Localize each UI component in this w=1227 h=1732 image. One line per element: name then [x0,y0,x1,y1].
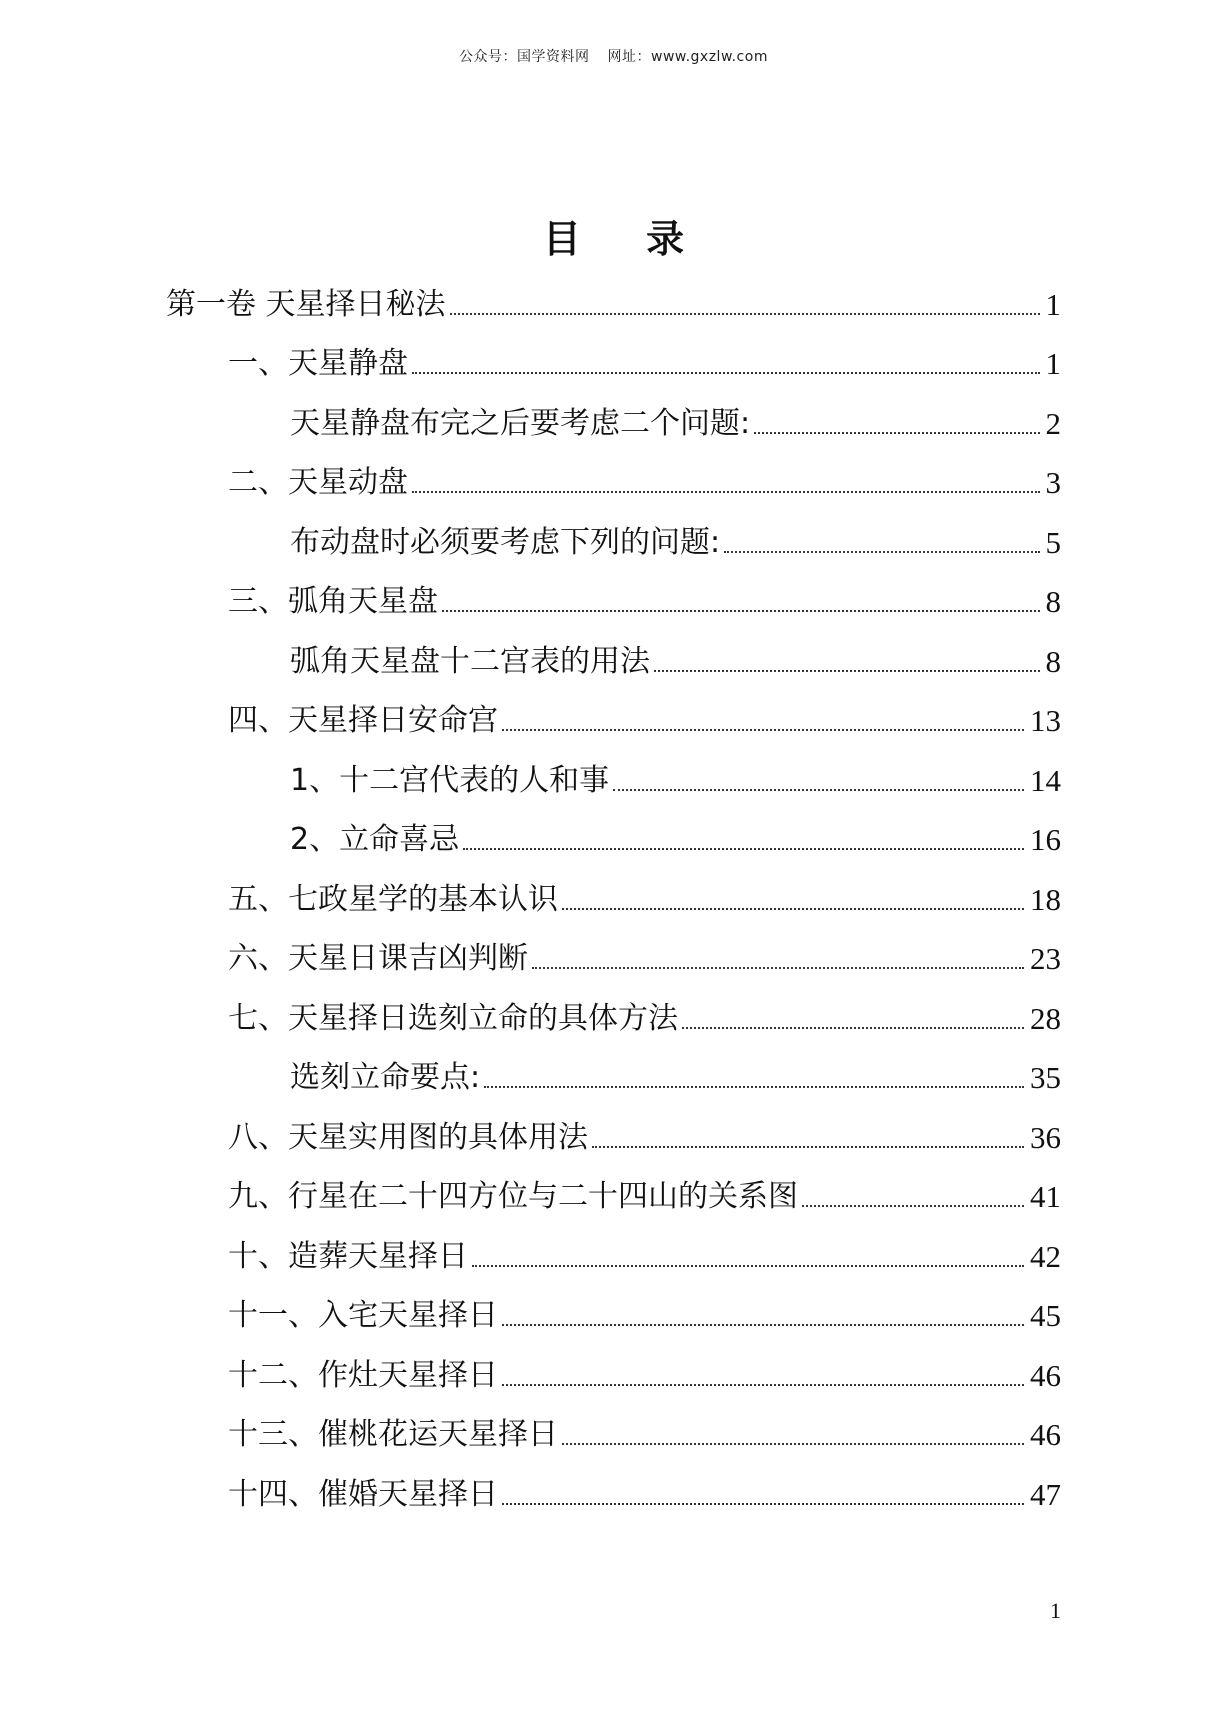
toc-entry[interactable] [166,285,1061,325]
toc-entry[interactable] [228,1177,1061,1217]
toc-entry-label: 十三、催桃花运天星择日 [228,1417,558,1452]
toc-entry[interactable] [228,1356,1061,1396]
toc-entry-label: 六、天星日课吉凶判断 [228,941,528,976]
toc-entry-page: 16 [1030,822,1061,857]
toc-entry[interactable] [228,463,1061,503]
toc-dot-leader [472,1265,1024,1267]
toc-entry-page: 28 [1030,1001,1061,1036]
toc-dot-leader [412,372,1040,374]
toc-dot-leader [484,1086,1024,1088]
toc-entry-label: 第一卷 天星择日秘法 [166,287,446,322]
toc-entry-label: 九、行星在二十四方位与二十四山的关系图 [228,1179,798,1214]
toc-entry[interactable] [290,642,1061,682]
toc-entry-page: 46 [1030,1417,1061,1452]
toc-dot-leader [562,1443,1024,1445]
header-website: 网址：www.gxzlw.com [607,49,768,65]
toc-entry-label: 天星静盘布完之后要考虑二个问题: [290,406,751,441]
toc-entry-page: 42 [1030,1239,1061,1274]
toc-entry[interactable] [290,523,1061,563]
toc-entry-label: 七、天星择日选刻立命的具体方法 [228,1001,678,1036]
toc-entry-label: 五、七政星学的基本认识 [228,882,558,917]
toc-entry-page: 1 [1045,346,1061,381]
toc-dot-leader [724,551,1039,553]
toc-dot-leader [450,313,1040,315]
toc-entry[interactable] [228,1237,1061,1277]
toc-entry[interactable] [290,820,1061,860]
page-number: 1 [1050,1598,1061,1623]
toc-entry[interactable] [228,1475,1061,1515]
toc-dot-leader [502,1503,1024,1505]
toc-entry-page: 47 [1030,1477,1061,1512]
toc-entry[interactable] [228,344,1061,384]
toc-entry-label: 一、天星静盘 [228,346,408,381]
toc-dot-leader [442,610,1040,612]
toc-entry-page: 18 [1030,882,1061,917]
toc-dot-leader [654,670,1040,672]
toc-entry[interactable] [228,582,1061,622]
page-header [0,46,1227,66]
toc-dot-leader [682,1027,1024,1029]
toc-entry[interactable] [228,880,1061,920]
toc-entry-label: 十二、作灶天星择日 [228,1358,498,1393]
toc-entry-page: 8 [1045,584,1061,619]
toc-entry-page: 41 [1030,1179,1061,1214]
toc-entry-page: 13 [1030,703,1061,738]
toc-dot-leader [463,848,1024,850]
toc-dot-leader [412,491,1040,493]
toc-entry-label: 十、造葬天星择日 [228,1239,468,1274]
toc-entry[interactable] [290,761,1061,801]
toc-title: 目 录 [542,217,711,261]
toc-entry-page: 5 [1045,525,1061,560]
toc-entry-label: 布动盘时必须要考虑下列的问题: [290,525,721,560]
toc-entry[interactable] [228,1118,1061,1158]
toc-dot-leader [613,789,1024,791]
toc-dot-leader [592,1146,1024,1148]
toc-dot-leader [502,729,1024,731]
toc-entry-page: 1 [1045,287,1061,322]
toc-entry-label: 八、天星实用图的具体用法 [228,1120,588,1155]
toc-entry-label: 2、立命喜忌 [290,822,460,857]
toc-entry[interactable] [290,404,1061,444]
toc-entry[interactable] [228,1296,1061,1336]
toc-entry-label: 四、天星择日安命宫 [228,703,498,738]
toc-dot-leader [502,1324,1024,1326]
toc-entry[interactable] [228,701,1061,741]
toc-entry-page: 46 [1030,1358,1061,1393]
toc-entry[interactable] [228,999,1061,1039]
toc-entry-page: 2 [1045,406,1061,441]
toc-entry-label: 选刻立命要点: [290,1060,481,1095]
toc-entry-label: 十一、入宅天星择日 [228,1298,498,1333]
toc-entry-label: 三、弧角天星盘 [228,584,438,619]
toc-entry-page: 36 [1030,1120,1061,1155]
toc-entry-page: 8 [1045,644,1061,679]
toc-entry-page: 45 [1030,1298,1061,1333]
toc-entry-page: 23 [1030,941,1061,976]
toc-entry-label: 弧角天星盘十二宫表的用法 [290,644,650,679]
toc-entry-page: 14 [1030,763,1061,798]
toc-entry-label: 十四、催婚天星择日 [228,1477,498,1512]
header-account: 公众号：国学资料网 [459,49,590,65]
toc-dot-leader [802,1205,1024,1207]
toc-dot-leader [754,432,1039,434]
toc-entry[interactable] [290,1058,1061,1098]
toc-entry[interactable] [228,1415,1061,1455]
toc-entry-label: 二、天星动盘 [228,465,408,500]
toc-entry-page: 35 [1030,1060,1061,1095]
toc-dot-leader [532,967,1024,969]
toc-dot-leader [562,908,1024,910]
toc-entry-label: 1、十二宫代表的人和事 [290,763,610,798]
toc-dot-leader [502,1384,1024,1386]
toc-entry[interactable] [228,939,1061,979]
toc-entry-page: 3 [1045,465,1061,500]
